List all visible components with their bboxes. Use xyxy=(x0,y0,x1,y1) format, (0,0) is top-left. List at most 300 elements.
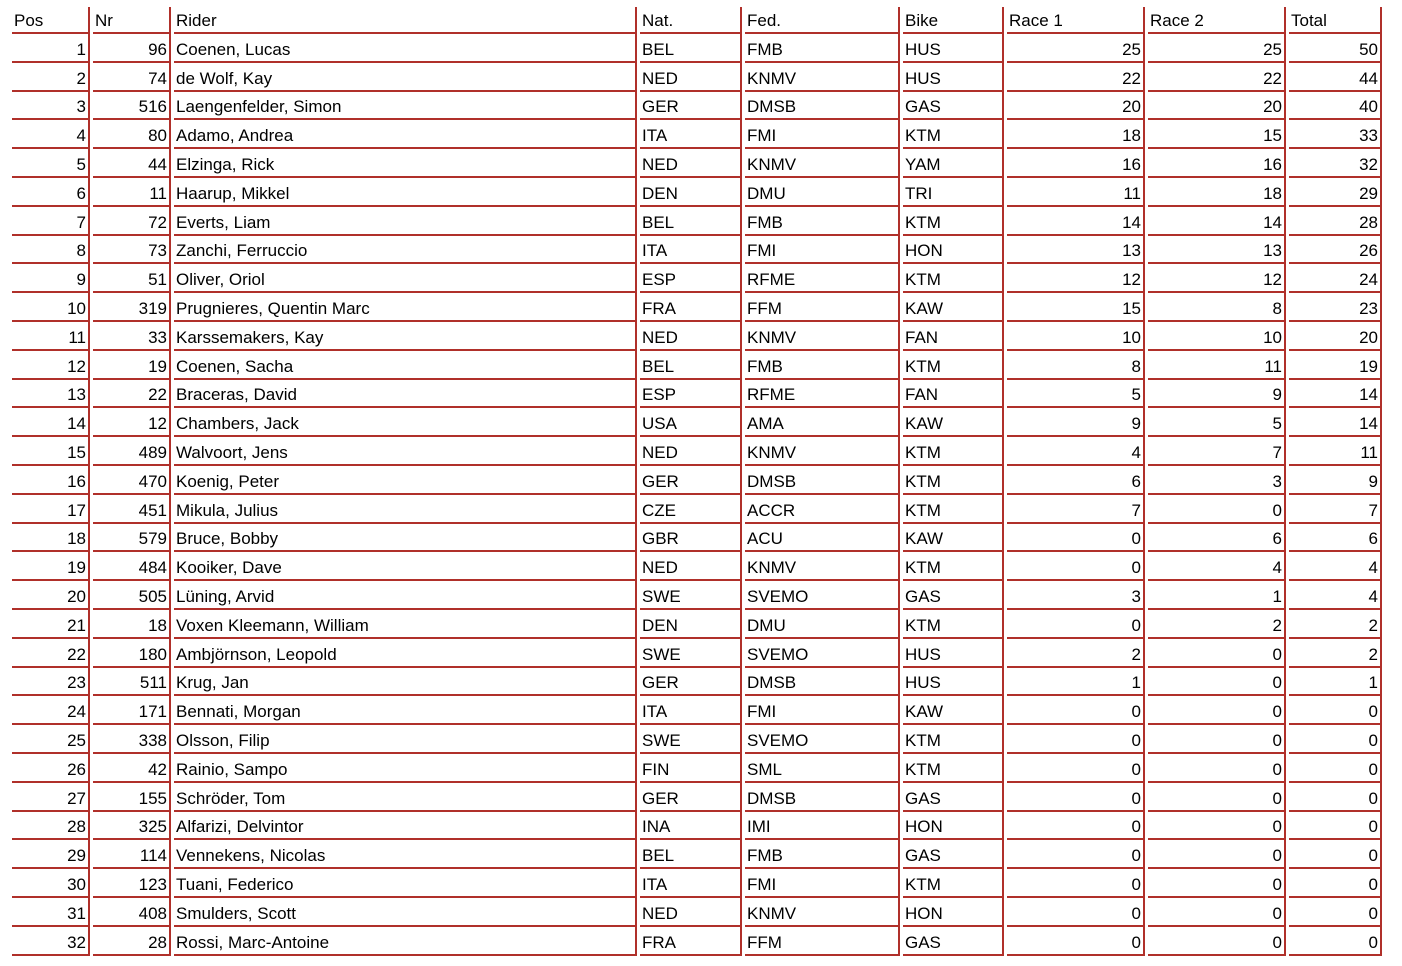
cell-race1: 11 xyxy=(1007,178,1145,207)
cell-race2: 11 xyxy=(1148,351,1286,380)
cell-nat: FRA xyxy=(640,293,742,322)
cell-pos: 20 xyxy=(12,581,90,610)
cell-nr: 489 xyxy=(93,437,171,466)
cell-bike: KTM xyxy=(903,351,1004,380)
cell-rider: Rossi, Marc-Antoine xyxy=(174,927,637,956)
cell-nr: 484 xyxy=(93,552,171,581)
cell-bike: GAS xyxy=(903,840,1004,869)
cell-total: 0 xyxy=(1289,927,1382,956)
cell-race1: 6 xyxy=(1007,466,1145,495)
cell-pos: 2 xyxy=(12,63,90,92)
cell-race2: 6 xyxy=(1148,524,1286,553)
table-row xyxy=(12,783,1382,812)
cell-race1: 4 xyxy=(1007,437,1145,466)
cell-total: 32 xyxy=(1289,149,1382,178)
cell-race1: 10 xyxy=(1007,322,1145,351)
column-header-race2: Race 2 xyxy=(1148,7,1286,34)
cell-race2: 0 xyxy=(1148,725,1286,754)
cell-total: 14 xyxy=(1289,408,1382,437)
cell-nat: NED xyxy=(640,322,742,351)
table-row xyxy=(12,524,1382,553)
cell-bike: KTM xyxy=(903,869,1004,898)
cell-fed: FMI xyxy=(745,120,900,149)
cell-rider: Bruce, Bobby xyxy=(174,524,637,553)
cell-bike: HON xyxy=(903,812,1004,841)
cell-fed: FMI xyxy=(745,696,900,725)
cell-pos: 3 xyxy=(12,92,90,121)
cell-nat: USA xyxy=(640,408,742,437)
cell-pos: 27 xyxy=(12,783,90,812)
cell-race2: 0 xyxy=(1148,812,1286,841)
cell-fed: DMSB xyxy=(745,92,900,121)
cell-rider: Tuani, Federico xyxy=(174,869,637,898)
cell-pos: 15 xyxy=(12,437,90,466)
cell-pos: 10 xyxy=(12,293,90,322)
cell-nat: DEN xyxy=(640,610,742,639)
cell-pos: 22 xyxy=(12,639,90,668)
table-row xyxy=(12,34,1382,63)
table-row xyxy=(12,351,1382,380)
cell-rider: Ambjörnson, Leopold xyxy=(174,639,637,668)
column-header-nat: Nat. xyxy=(640,7,742,34)
cell-race2: 8 xyxy=(1148,293,1286,322)
cell-total: 26 xyxy=(1289,236,1382,265)
cell-race2: 5 xyxy=(1148,408,1286,437)
cell-rider: Smulders, Scott xyxy=(174,898,637,927)
cell-nr: 180 xyxy=(93,639,171,668)
cell-race2: 9 xyxy=(1148,380,1286,409)
table-row xyxy=(12,63,1382,92)
table-row xyxy=(12,408,1382,437)
cell-nr: 325 xyxy=(93,812,171,841)
cell-bike: KTM xyxy=(903,207,1004,236)
cell-bike: HUS xyxy=(903,639,1004,668)
cell-race2: 0 xyxy=(1148,639,1286,668)
cell-nat: GER xyxy=(640,92,742,121)
cell-fed: KNMV xyxy=(745,63,900,92)
cell-race2: 25 xyxy=(1148,34,1286,63)
cell-pos: 12 xyxy=(12,351,90,380)
cell-nr: 408 xyxy=(93,898,171,927)
cell-race2: 0 xyxy=(1148,898,1286,927)
table-row xyxy=(12,898,1382,927)
cell-rider: de Wolf, Kay xyxy=(174,63,637,92)
cell-race1: 5 xyxy=(1007,380,1145,409)
cell-fed: KNMV xyxy=(745,437,900,466)
cell-nat: ITA xyxy=(640,696,742,725)
cell-rider: Everts, Liam xyxy=(174,207,637,236)
cell-bike: KAW xyxy=(903,408,1004,437)
cell-bike: HON xyxy=(903,898,1004,927)
cell-bike: KTM xyxy=(903,495,1004,524)
cell-nat: GER xyxy=(640,783,742,812)
column-header-rider: Rider xyxy=(174,7,637,34)
cell-fed: FMB xyxy=(745,34,900,63)
cell-rider: Haarup, Mikkel xyxy=(174,178,637,207)
cell-nat: SWE xyxy=(640,581,742,610)
table-row xyxy=(12,754,1382,783)
cell-rider: Rainio, Sampo xyxy=(174,754,637,783)
table-row xyxy=(12,466,1382,495)
cell-fed: ACU xyxy=(745,524,900,553)
cell-fed: DMSB xyxy=(745,466,900,495)
cell-race2: 15 xyxy=(1148,120,1286,149)
table-row xyxy=(12,668,1382,697)
cell-fed: RFME xyxy=(745,264,900,293)
cell-race1: 2 xyxy=(1007,639,1145,668)
cell-nr: 338 xyxy=(93,725,171,754)
cell-fed: FMI xyxy=(745,869,900,898)
cell-race1: 18 xyxy=(1007,120,1145,149)
cell-pos: 6 xyxy=(12,178,90,207)
cell-pos: 11 xyxy=(12,322,90,351)
cell-pos: 25 xyxy=(12,725,90,754)
cell-race2: 22 xyxy=(1148,63,1286,92)
cell-race2: 4 xyxy=(1148,552,1286,581)
cell-total: 33 xyxy=(1289,120,1382,149)
cell-total: 0 xyxy=(1289,696,1382,725)
cell-pos: 7 xyxy=(12,207,90,236)
cell-fed: DMSB xyxy=(745,783,900,812)
cell-race2: 12 xyxy=(1148,264,1286,293)
table-row xyxy=(12,236,1382,265)
cell-rider: Oliver, Oriol xyxy=(174,264,637,293)
cell-nr: 74 xyxy=(93,63,171,92)
cell-nat: SWE xyxy=(640,725,742,754)
cell-race1: 0 xyxy=(1007,783,1145,812)
cell-race2: 1 xyxy=(1148,581,1286,610)
cell-fed: FFM xyxy=(745,927,900,956)
cell-rider: Adamo, Andrea xyxy=(174,120,637,149)
cell-total: 4 xyxy=(1289,552,1382,581)
cell-total: 7 xyxy=(1289,495,1382,524)
cell-nr: 505 xyxy=(93,581,171,610)
cell-nr: 22 xyxy=(93,380,171,409)
cell-race2: 0 xyxy=(1148,696,1286,725)
cell-race1: 0 xyxy=(1007,696,1145,725)
cell-race1: 25 xyxy=(1007,34,1145,63)
cell-total: 44 xyxy=(1289,63,1382,92)
table-row xyxy=(12,207,1382,236)
cell-nat: BEL xyxy=(640,840,742,869)
cell-pos: 26 xyxy=(12,754,90,783)
cell-fed: FMB xyxy=(745,840,900,869)
cell-race1: 1 xyxy=(1007,668,1145,697)
cell-race2: 16 xyxy=(1148,149,1286,178)
cell-rider: Karssemakers, Kay xyxy=(174,322,637,351)
cell-bike: HUS xyxy=(903,63,1004,92)
cell-pos: 19 xyxy=(12,552,90,581)
cell-nr: 18 xyxy=(93,610,171,639)
cell-fed: DMSB xyxy=(745,668,900,697)
cell-nat: INA xyxy=(640,812,742,841)
cell-total: 0 xyxy=(1289,754,1382,783)
table-row xyxy=(12,120,1382,149)
cell-pos: 24 xyxy=(12,696,90,725)
cell-bike: GAS xyxy=(903,581,1004,610)
cell-total: 0 xyxy=(1289,898,1382,927)
cell-race2: 14 xyxy=(1148,207,1286,236)
cell-nr: 516 xyxy=(93,92,171,121)
cell-fed: SVEMO xyxy=(745,725,900,754)
cell-rider: Schröder, Tom xyxy=(174,783,637,812)
cell-total: 24 xyxy=(1289,264,1382,293)
cell-race1: 0 xyxy=(1007,725,1145,754)
results-body xyxy=(12,34,1382,956)
cell-nat: FRA xyxy=(640,927,742,956)
table-row xyxy=(12,495,1382,524)
cell-bike: KAW xyxy=(903,696,1004,725)
table-row xyxy=(12,639,1382,668)
cell-total: 0 xyxy=(1289,812,1382,841)
cell-race1: 0 xyxy=(1007,869,1145,898)
cell-fed: FMI xyxy=(745,236,900,265)
cell-pos: 29 xyxy=(12,840,90,869)
cell-nat: GER xyxy=(640,466,742,495)
cell-pos: 21 xyxy=(12,610,90,639)
table-row xyxy=(12,610,1382,639)
cell-rider: Chambers, Jack xyxy=(174,408,637,437)
cell-nat: FIN xyxy=(640,754,742,783)
cell-rider: Elzinga, Rick xyxy=(174,149,637,178)
table-row xyxy=(12,927,1382,956)
cell-fed: SML xyxy=(745,754,900,783)
cell-rider: Bennati, Morgan xyxy=(174,696,637,725)
cell-rider: Laengenfelder, Simon xyxy=(174,92,637,121)
cell-total: 1 xyxy=(1289,668,1382,697)
cell-bike: HUS xyxy=(903,668,1004,697)
cell-nat: BEL xyxy=(640,351,742,380)
cell-nat: NED xyxy=(640,437,742,466)
cell-race2: 13 xyxy=(1148,236,1286,265)
cell-race2: 0 xyxy=(1148,927,1286,956)
table-row xyxy=(12,812,1382,841)
column-header-fed: Fed. xyxy=(745,7,900,34)
cell-bike: KTM xyxy=(903,264,1004,293)
cell-nat: ESP xyxy=(640,380,742,409)
cell-bike: FAN xyxy=(903,322,1004,351)
cell-nat: NED xyxy=(640,552,742,581)
cell-race1: 16 xyxy=(1007,149,1145,178)
cell-race2: 0 xyxy=(1148,783,1286,812)
cell-race1: 13 xyxy=(1007,236,1145,265)
cell-nr: 51 xyxy=(93,264,171,293)
cell-total: 11 xyxy=(1289,437,1382,466)
cell-total: 0 xyxy=(1289,725,1382,754)
cell-race1: 0 xyxy=(1007,898,1145,927)
table-row xyxy=(12,696,1382,725)
cell-nr: 73 xyxy=(93,236,171,265)
cell-pos: 18 xyxy=(12,524,90,553)
cell-fed: FFM xyxy=(745,293,900,322)
cell-nat: NED xyxy=(640,63,742,92)
cell-fed: IMI xyxy=(745,812,900,841)
cell-nat: ITA xyxy=(640,120,742,149)
cell-pos: 23 xyxy=(12,668,90,697)
table-row xyxy=(12,869,1382,898)
cell-race1: 7 xyxy=(1007,495,1145,524)
cell-bike: HUS xyxy=(903,34,1004,63)
cell-nr: 42 xyxy=(93,754,171,783)
cell-race2: 0 xyxy=(1148,495,1286,524)
cell-total: 4 xyxy=(1289,581,1382,610)
cell-nr: 72 xyxy=(93,207,171,236)
cell-fed: KNMV xyxy=(745,149,900,178)
table-row xyxy=(12,380,1382,409)
cell-pos: 5 xyxy=(12,149,90,178)
cell-fed: DMU xyxy=(745,610,900,639)
cell-rider: Lüning, Arvid xyxy=(174,581,637,610)
cell-rider: Voxen Kleemann, William xyxy=(174,610,637,639)
cell-pos: 1 xyxy=(12,34,90,63)
cell-race1: 12 xyxy=(1007,264,1145,293)
cell-total: 23 xyxy=(1289,293,1382,322)
cell-fed: AMA xyxy=(745,408,900,437)
cell-fed: ACCR xyxy=(745,495,900,524)
column-header-total: Total xyxy=(1289,7,1382,34)
cell-race1: 0 xyxy=(1007,840,1145,869)
cell-nr: 33 xyxy=(93,322,171,351)
cell-total: 0 xyxy=(1289,840,1382,869)
cell-bike: YAM xyxy=(903,149,1004,178)
cell-bike: KTM xyxy=(903,120,1004,149)
cell-bike: KAW xyxy=(903,524,1004,553)
cell-rider: Krug, Jan xyxy=(174,668,637,697)
cell-nr: 96 xyxy=(93,34,171,63)
cell-nat: GER xyxy=(640,668,742,697)
results-table xyxy=(9,7,1385,956)
cell-race1: 15 xyxy=(1007,293,1145,322)
cell-pos: 17 xyxy=(12,495,90,524)
cell-nr: 28 xyxy=(93,927,171,956)
cell-race1: 0 xyxy=(1007,812,1145,841)
cell-fed: KNMV xyxy=(745,898,900,927)
cell-bike: TRI xyxy=(903,178,1004,207)
cell-bike: KTM xyxy=(903,466,1004,495)
cell-fed: DMU xyxy=(745,178,900,207)
cell-rider: Coenen, Sacha xyxy=(174,351,637,380)
cell-race2: 3 xyxy=(1148,466,1286,495)
cell-nr: 11 xyxy=(93,178,171,207)
cell-total: 28 xyxy=(1289,207,1382,236)
cell-total: 2 xyxy=(1289,610,1382,639)
cell-pos: 16 xyxy=(12,466,90,495)
cell-bike: KTM xyxy=(903,552,1004,581)
cell-nat: ITA xyxy=(640,236,742,265)
cell-bike: KAW xyxy=(903,293,1004,322)
cell-nr: 123 xyxy=(93,869,171,898)
cell-nat: CZE xyxy=(640,495,742,524)
table-row xyxy=(12,840,1382,869)
cell-bike: KTM xyxy=(903,437,1004,466)
cell-rider: Vennekens, Nicolas xyxy=(174,840,637,869)
table-row xyxy=(12,552,1382,581)
cell-race1: 20 xyxy=(1007,92,1145,121)
cell-race2: 18 xyxy=(1148,178,1286,207)
cell-nr: 114 xyxy=(93,840,171,869)
cell-nat: DEN xyxy=(640,178,742,207)
cell-race2: 0 xyxy=(1148,754,1286,783)
cell-race2: 0 xyxy=(1148,840,1286,869)
cell-nat: SWE xyxy=(640,639,742,668)
cell-bike: GAS xyxy=(903,783,1004,812)
cell-nr: 511 xyxy=(93,668,171,697)
cell-rider: Kooiker, Dave xyxy=(174,552,637,581)
cell-fed: KNMV xyxy=(745,322,900,351)
column-header-pos: Pos xyxy=(12,7,90,34)
cell-pos: 30 xyxy=(12,869,90,898)
table-row xyxy=(12,293,1382,322)
table-row xyxy=(12,725,1382,754)
cell-race1: 0 xyxy=(1007,552,1145,581)
cell-rider: Coenen, Lucas xyxy=(174,34,637,63)
table-row xyxy=(12,581,1382,610)
table-row xyxy=(12,264,1382,293)
cell-race1: 3 xyxy=(1007,581,1145,610)
cell-rider: Olsson, Filip xyxy=(174,725,637,754)
cell-nr: 44 xyxy=(93,149,171,178)
cell-nat: BEL xyxy=(640,34,742,63)
cell-rider: Prugnieres, Quentin Marc xyxy=(174,293,637,322)
cell-race1: 8 xyxy=(1007,351,1145,380)
cell-rider: Koenig, Peter xyxy=(174,466,637,495)
cell-nat: NED xyxy=(640,149,742,178)
cell-nat: BEL xyxy=(640,207,742,236)
cell-total: 2 xyxy=(1289,639,1382,668)
cell-rider: Zanchi, Ferruccio xyxy=(174,236,637,265)
cell-bike: HON xyxy=(903,236,1004,265)
cell-pos: 28 xyxy=(12,812,90,841)
table-row xyxy=(12,178,1382,207)
cell-fed: SVEMO xyxy=(745,639,900,668)
cell-race2: 7 xyxy=(1148,437,1286,466)
cell-nat: NED xyxy=(640,898,742,927)
cell-race1: 0 xyxy=(1007,610,1145,639)
cell-nat: ESP xyxy=(640,264,742,293)
cell-total: 9 xyxy=(1289,466,1382,495)
cell-race1: 14 xyxy=(1007,207,1145,236)
cell-race2: 0 xyxy=(1148,668,1286,697)
cell-rider: Alfarizi, Delvintor xyxy=(174,812,637,841)
cell-bike: GAS xyxy=(903,92,1004,121)
cell-total: 50 xyxy=(1289,34,1382,63)
cell-race2: 0 xyxy=(1148,869,1286,898)
cell-race1: 0 xyxy=(1007,524,1145,553)
cell-bike: KTM xyxy=(903,754,1004,783)
cell-nat: GBR xyxy=(640,524,742,553)
cell-race2: 10 xyxy=(1148,322,1286,351)
cell-race2: 20 xyxy=(1148,92,1286,121)
column-header-race1: Race 1 xyxy=(1007,7,1145,34)
cell-rider: Braceras, David xyxy=(174,380,637,409)
table-row xyxy=(12,149,1382,178)
cell-nr: 470 xyxy=(93,466,171,495)
cell-race1: 22 xyxy=(1007,63,1145,92)
cell-nr: 171 xyxy=(93,696,171,725)
column-header-nr: Nr xyxy=(93,7,171,34)
cell-nr: 80 xyxy=(93,120,171,149)
cell-fed: FMB xyxy=(745,207,900,236)
cell-total: 20 xyxy=(1289,322,1382,351)
cell-total: 0 xyxy=(1289,783,1382,812)
cell-nat: ITA xyxy=(640,869,742,898)
cell-fed: SVEMO xyxy=(745,581,900,610)
cell-total: 6 xyxy=(1289,524,1382,553)
table-row xyxy=(12,322,1382,351)
cell-fed: RFME xyxy=(745,380,900,409)
cell-total: 29 xyxy=(1289,178,1382,207)
cell-pos: 9 xyxy=(12,264,90,293)
